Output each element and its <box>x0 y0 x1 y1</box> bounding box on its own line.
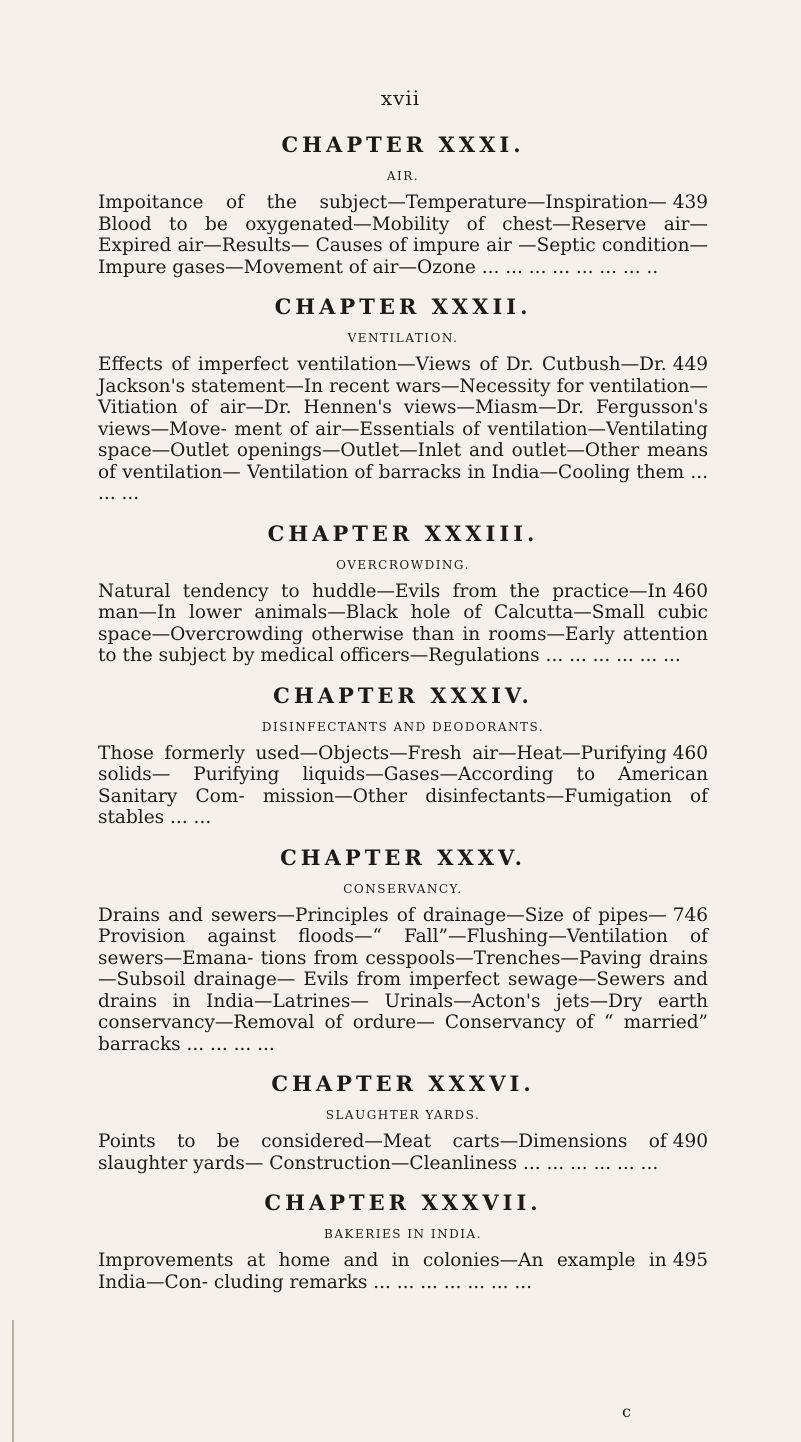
page-number: 439 <box>667 192 708 214</box>
chapter-37 <box>98 1190 708 1293</box>
chapter-subtitle: OVERCROWDING. <box>336 557 470 572</box>
chapter-title: CHAPTER XXXVI. <box>271 1071 535 1096</box>
chapter-subtitle: AIR. <box>386 169 420 183</box>
chapter-35 <box>98 845 708 1056</box>
page-number: 449 <box>667 354 708 376</box>
chapter-summary <box>98 743 708 829</box>
chapter-subtitle: DISINFECTANTS AND DEODORANTS. <box>261 719 545 734</box>
page-number: 460 <box>667 581 708 603</box>
chapter-title: CHAPTER XXXV. <box>280 844 526 870</box>
chapter-34 <box>98 683 708 829</box>
chapter-32 <box>98 294 708 505</box>
summary-text: Drains and sewers—Principles of drainage—Size of pipes—Provision against floods—“ Fall”—Flushing—Ventilation of sewers—Emana- tions from cesspools—Trenches—Paving drains—Subsoil drainage— Evils from imperfect sewage—Sewers and drains in India—Latrines— Urinals—Acton's jets—Dry earth conservancy—Removal of ordure— Conservancy of “ married” barracks ... ... ... ... <box>98 904 708 1055</box>
chapter-summary <box>98 1131 708 1174</box>
summary-text: Natural tendency to huddle—Evils from the practice—In man—In lower animals—Black hole of Calcutta—Small cubic space—Overcrowding otherwise than in rooms—Early attention to the subject by medical officers—Regulations ... ... ... ... ... ... <box>98 580 708 666</box>
page-number: 746 <box>667 905 708 927</box>
binding-edge-shadow <box>12 1320 14 1442</box>
chapter-title: CHAPTER XXXII. <box>274 294 532 319</box>
chapter-title: CHAPTER XXXIV. <box>273 682 533 708</box>
chapter-title: CHAPTER XXXIII. <box>267 520 539 546</box>
chapter-subtitle: SLAUGHTER YARDS. <box>325 1108 481 1122</box>
signature-mark: c <box>622 1402 631 1421</box>
table-of-contents <box>98 132 708 1309</box>
chapter-summary <box>98 354 708 505</box>
chapter-33 <box>98 521 708 667</box>
summary-text: Impoitance of the subject—Temperature—Inspiration—Blood to be oxygenated—Mobility of chest—Reserve air—Expired air—Results— Causes of impure air —Septic condition—Impure gases—Movement of air—Ozone ... ... ... ... ... ... ... .. <box>98 192 708 278</box>
page-number: 490 <box>667 1131 708 1153</box>
page-folio: xvii <box>380 86 421 110</box>
chapter-title: CHAPTER XXXI. <box>281 132 525 157</box>
summary-text: Points to be considered—Meat carts—Dimensions of slaughter yards— Construction—Cleanliness ... ... ... ... ... ... <box>98 1131 667 1174</box>
chapter-subtitle: BAKERIES IN INDIA. <box>324 1227 482 1241</box>
chapter-title: CHAPTER XXXVII. <box>264 1190 542 1215</box>
page-number: 460 <box>667 743 708 765</box>
summary-text: Effects of imperfect ventilation—Views of Dr. Cutbush—Dr. Jackson's statement—In recent wars—Necessity for ventilation—Vitiation of air—Dr. Hennen's views—Miasm—Dr. Fergusson's views—Move- ment of air—Essentials of ventilation—Ventilating space—Outlet openings—Outlet—Inlet and outlet—Other means of ventilation— Ventilation of barracks in India—Cooling them ... ... ... <box>98 354 708 504</box>
chapter-summary <box>98 581 708 667</box>
chapter-summary <box>98 192 708 278</box>
chapter-36 <box>98 1071 708 1174</box>
chapter-summary <box>98 1250 708 1293</box>
chapter-subtitle: CONSERVANCY. <box>343 881 463 896</box>
page-number: 495 <box>667 1250 708 1272</box>
chapter-31 <box>98 132 708 278</box>
chapter-summary <box>98 905 708 1056</box>
summary-text: Improvements at home and in colonies—An example in India—Con- cluding remarks ... ... ... ... ... ... ... <box>98 1250 667 1293</box>
chapter-subtitle: VENTILATION. <box>347 331 459 345</box>
summary-text: Those formerly used—Objects—Fresh air—Heat—Purifying solids— Purifying liquids—Gases—According to American Sanitary Com- mission—Other disinfectants—Fumigation of stables ... ... <box>98 742 708 828</box>
